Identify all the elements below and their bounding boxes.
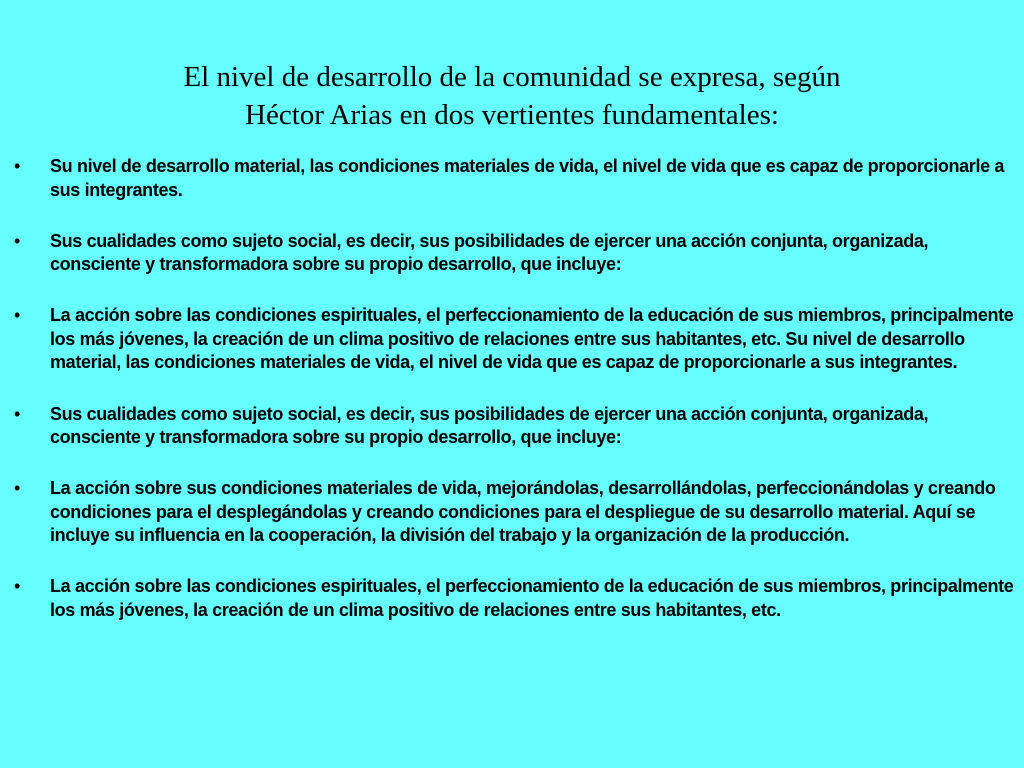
bullet-item-3 <box>14 304 1018 375</box>
bullet-text: Su nivel de desarrollo material, las condiciones materiales de vida, el nivel de vida que es capaz de proporcionarle a sus integrantes. <box>50 156 1005 200</box>
title-line-1: El nivel de desarrollo de la comunidad se expresa, según <box>183 61 841 93</box>
slide-title <box>0 58 1024 134</box>
bullet-text: Sus cualidades como sujeto social, es decir, sus posibilidades de ejercer una acción conjunta, organizada, consciente y transformadora sobre su propio desarrollo, que incluye: <box>50 403 929 448</box>
title-line-2: Héctor Arias en dos vertientes fundamentales: <box>245 99 779 131</box>
bullet-text: La acción sobre sus condiciones materiales de vida, mejorándolas, desarrollándolas, perfeccionándolas y creando condiciones para el desplegándolas y creando condiciones para el despliegue de su desarrollo material. Aquí se incluye su influencia en la cooperación, la división del trabajo y la organización de la producción. <box>50 478 996 546</box>
bullet-text: La acción sobre las condiciones espirituales, el perfeccionamiento de la educación de sus miembros, principalmente los más jóvenes, la creación de un clima positivo de relaciones entre sus habitantes, etc. Su nivel de desarrollo material, las condiciones materiales de vida, el nivel de vida que es capaz de proporcionarle a sus integrantes. <box>50 305 1014 373</box>
bullet-list <box>14 155 1018 650</box>
bullet-marker-icon: • <box>14 156 20 176</box>
bullet-marker-icon: • <box>14 230 20 251</box>
bullet-marker-icon: • <box>14 576 20 597</box>
bullet-item-1 <box>14 155 1018 202</box>
bullet-item-6 <box>14 575 1018 622</box>
bullet-marker-icon: • <box>14 305 20 326</box>
bullet-item-2 <box>14 230 1018 277</box>
bullet-marker-icon: • <box>14 403 20 424</box>
bullet-text: La acción sobre las condiciones espirituales, el perfeccionamiento de la educación de sus miembros, principalmente los más jóvenes, la creación de un clima positivo de relaciones entre sus habitantes, etc. <box>50 576 1014 620</box>
bullet-text: Sus cualidades como sujeto social, es decir, sus posibilidades de ejercer una acción conjunta, organizada, consciente y transformadora sobre su propio desarrollo, que incluye: <box>50 230 929 275</box>
bullet-marker-icon: • <box>14 478 20 499</box>
bullet-item-5 <box>14 477 1018 548</box>
bullet-item-4 <box>14 403 1018 450</box>
